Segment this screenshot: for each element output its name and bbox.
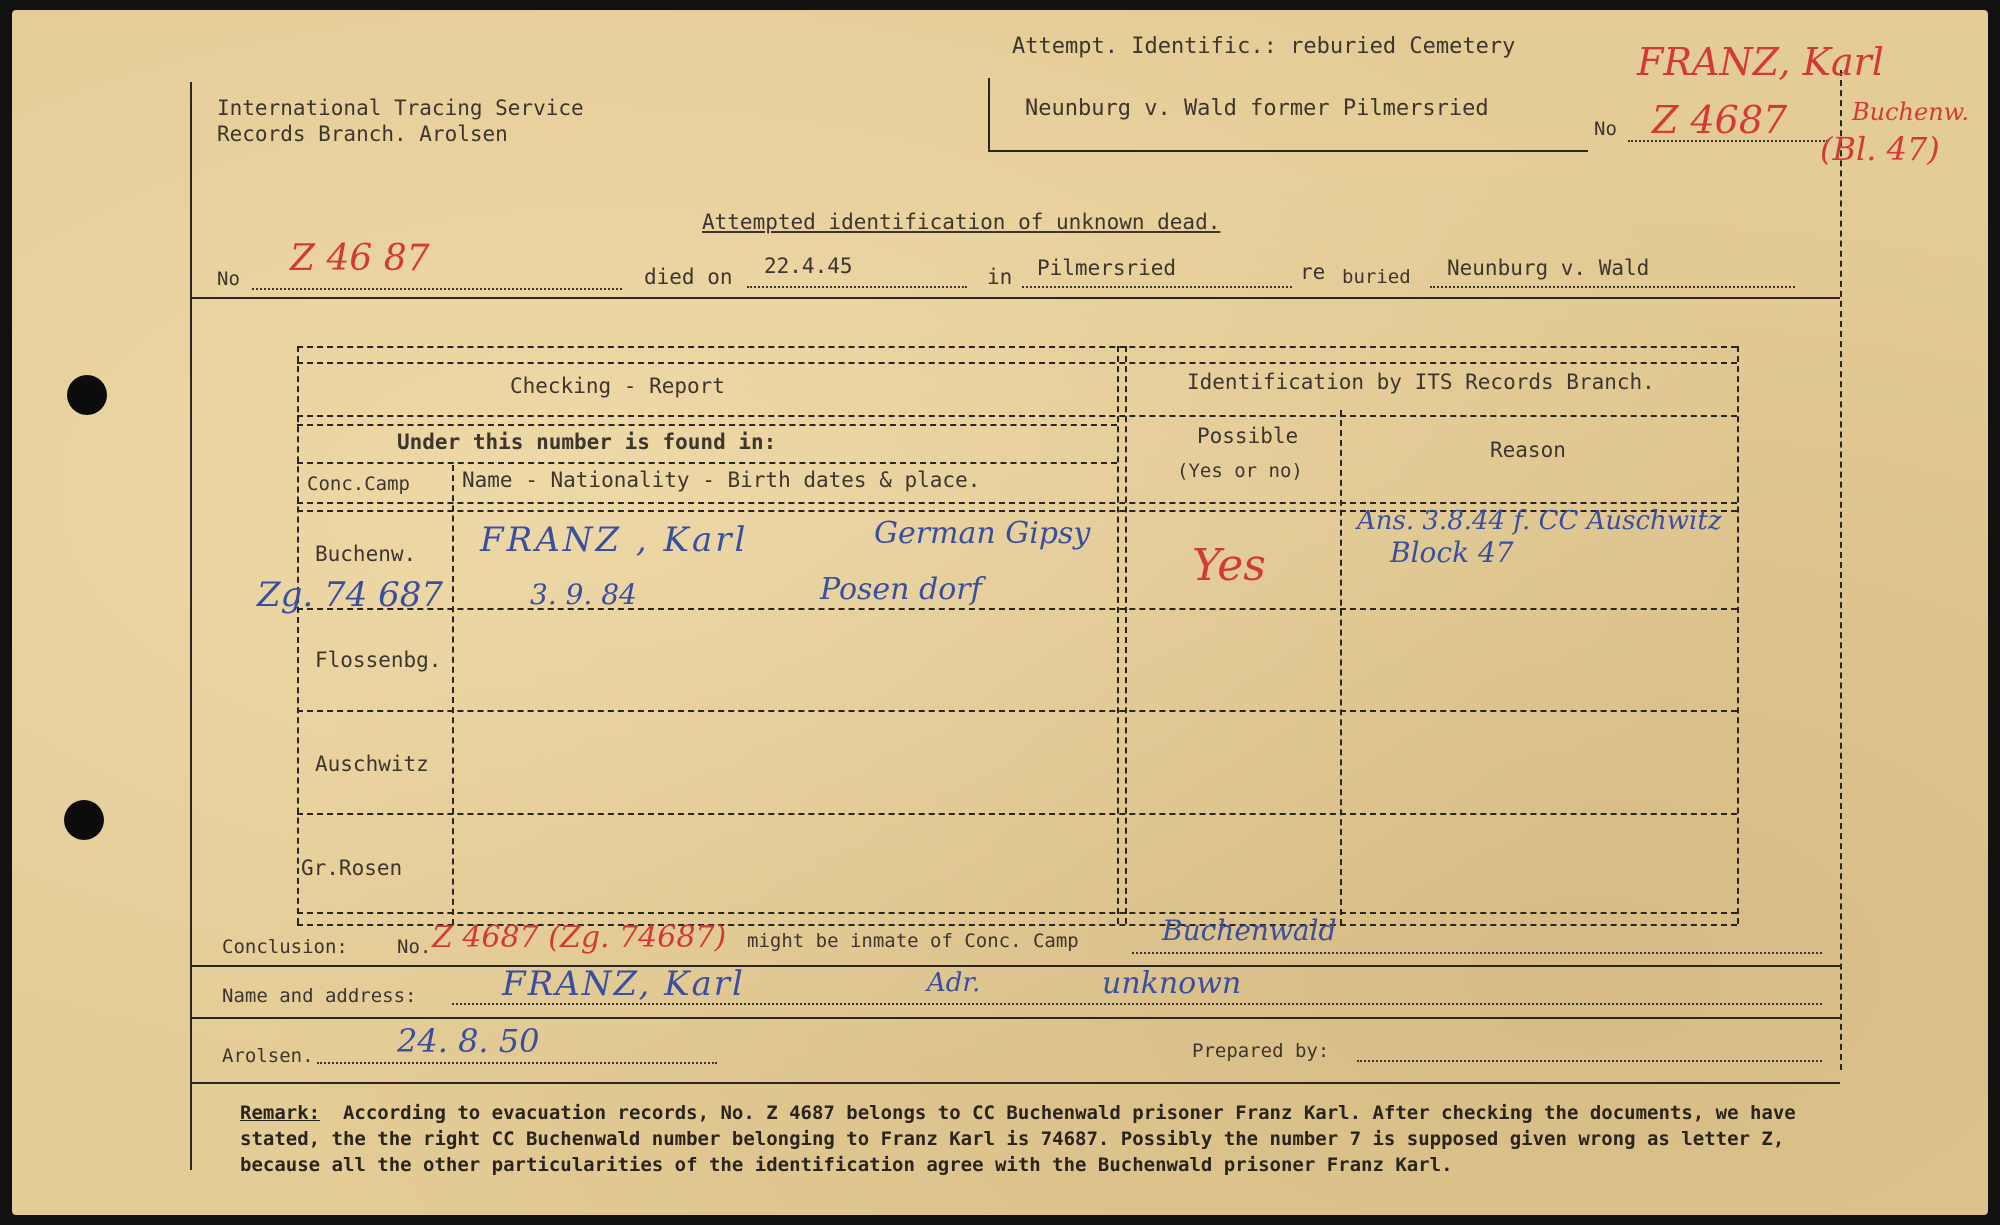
- row1-camp-number: Zg. 74 687: [257, 575, 443, 615]
- in-value: Pilmersried: [1037, 256, 1177, 280]
- row4-camp: Gr.Rosen: [301, 856, 403, 880]
- punch-hole-bottom: [64, 800, 104, 840]
- org-line-2: Records Branch. Arolsen: [217, 122, 508, 146]
- row2-camp: Flossenbg.: [315, 648, 442, 672]
- prepared-by-label: Prepared by:: [1192, 1040, 1330, 1062]
- header-rule: [190, 297, 1840, 299]
- annotation-block: (Bl. 47): [1820, 130, 1940, 168]
- buried-value: Neunburg v. Wald: [1447, 256, 1650, 280]
- row1-birth-place: Posen dorf: [820, 572, 982, 607]
- row1-camp: Buchenw.: [315, 542, 417, 566]
- annotation-name: FRANZ, Karl: [1637, 40, 1884, 84]
- header-row-line-3: [297, 502, 1737, 504]
- row1-reason-2: Block 47: [1390, 536, 1514, 569]
- cemetery-box-left: [988, 78, 990, 150]
- cemetery-box-bottom: [988, 150, 1588, 152]
- conclusion-text: might be inmate of Conc. Camp: [747, 930, 1079, 952]
- table-mid-divider-2: [1125, 346, 1127, 924]
- header-row-line-2: [297, 462, 1117, 464]
- footer-place: Arolsen.: [222, 1045, 314, 1067]
- re-label: re: [1300, 260, 1326, 284]
- under-number-header: Under this number is found in:: [397, 430, 777, 454]
- col-camp-header: Conc.Camp: [307, 473, 410, 495]
- footer-date: 24. 8. 50: [397, 1022, 540, 1060]
- record-no-value: Z 46 87: [290, 238, 430, 279]
- in-dots: [1022, 286, 1292, 288]
- possible-subheader: (Yes or no): [1177, 460, 1303, 482]
- table-top-line-2: [297, 362, 1737, 364]
- conclusion-label: Conclusion:: [222, 936, 348, 958]
- header-no-label: No: [1594, 118, 1617, 140]
- document-title: Attempted identification of unknown dead.: [702, 210, 1221, 234]
- name-address-rule: [190, 1017, 1840, 1019]
- row1-nationality: German Gipsy: [874, 516, 1091, 551]
- org-line-1: International Tracing Service: [217, 96, 584, 120]
- row-line-2: [297, 710, 1737, 712]
- name-address-value: unknown: [1102, 966, 1242, 1001]
- died-value: 22.4.45: [764, 254, 853, 278]
- row-line-1: [297, 608, 1737, 610]
- row1-possible: Yes: [1192, 540, 1266, 591]
- buried-label: buried: [1342, 266, 1411, 288]
- table-mid-divider: [1117, 346, 1119, 924]
- conclusion-no-label: No.: [397, 936, 432, 958]
- remark: [240, 1100, 1860, 1178]
- record-no-label: No: [217, 268, 240, 290]
- header-no-value: Z 4687: [1652, 98, 1788, 142]
- footer-date-dots: [317, 1062, 717, 1064]
- conclusion-camp: Buchenwald: [1162, 914, 1337, 947]
- index-card: [12, 10, 1988, 1215]
- conclusion-rule: [190, 965, 1840, 967]
- record-no-dots: [252, 288, 622, 290]
- row1-birth-date: 3. 9. 84: [530, 578, 637, 611]
- right-border: [1840, 70, 1842, 1070]
- header-row-line-1b: [297, 424, 1117, 426]
- conclusion-dots: [1132, 952, 1822, 954]
- footer-rule: [190, 1082, 1840, 1084]
- cemetery-name: Neunburg v. Wald former Pilmersried: [1025, 96, 1489, 121]
- table-top-line: [297, 346, 1737, 348]
- died-dots: [747, 286, 967, 288]
- buried-dots: [1430, 286, 1795, 288]
- checking-report-header: Checking - Report: [510, 374, 725, 398]
- name-address-name: FRANZ, Karl: [502, 964, 745, 1004]
- table-left-edge: [297, 346, 299, 924]
- row3-camp: Auschwitz: [315, 752, 429, 776]
- row-line-3: [297, 813, 1737, 815]
- remark-text: According to evacuation records, No. Z 4687 belongs to CC Buchenwald prisoner Franz Karl. After checking the documents, we have stated, the the right CC Buchenwald number belonging to Franz Karl is 74687. Possibly the number 7 is supposed given wrong as letter Z, because all the other particularities of the identification agree with the Buchenwald prisoner Franz Karl.: [240, 1102, 1796, 1176]
- name-address-adr-label: Adr.: [927, 968, 981, 998]
- attempt-line: Attempt. Identific.: reburied Cemetery: [1012, 34, 1516, 59]
- remark-label: Remark:: [240, 1102, 321, 1124]
- row1-name: FRANZ , Karl: [480, 520, 749, 560]
- reason-header: Reason: [1490, 438, 1566, 462]
- died-label: died on: [644, 265, 733, 289]
- col-name-header: Name - Nationality - Birth dates & place.: [462, 468, 981, 492]
- conclusion-no-value: Z 4687 (Zg. 74687): [432, 920, 727, 955]
- name-address-label: Name and address:: [222, 985, 417, 1007]
- left-border: [190, 82, 192, 1170]
- header-row-line-1: [297, 415, 1737, 417]
- possible-header: Possible: [1197, 424, 1299, 448]
- table-camp-divider: [452, 465, 454, 925]
- row1-reason-1: Ans. 3.8.44 f. CC Auschwitz: [1357, 506, 1722, 536]
- punch-hole-top: [67, 375, 107, 415]
- table-reason-divider: [1340, 410, 1342, 925]
- table-bottom-line: [297, 912, 1737, 914]
- identification-header: Identification by ITS Records Branch.: [1187, 370, 1655, 394]
- table-right-edge: [1737, 346, 1739, 924]
- annotation-buchenw: Buchenw.: [1852, 98, 1969, 126]
- in-label: in: [987, 265, 1013, 289]
- prepared-by-dots: [1357, 1060, 1822, 1062]
